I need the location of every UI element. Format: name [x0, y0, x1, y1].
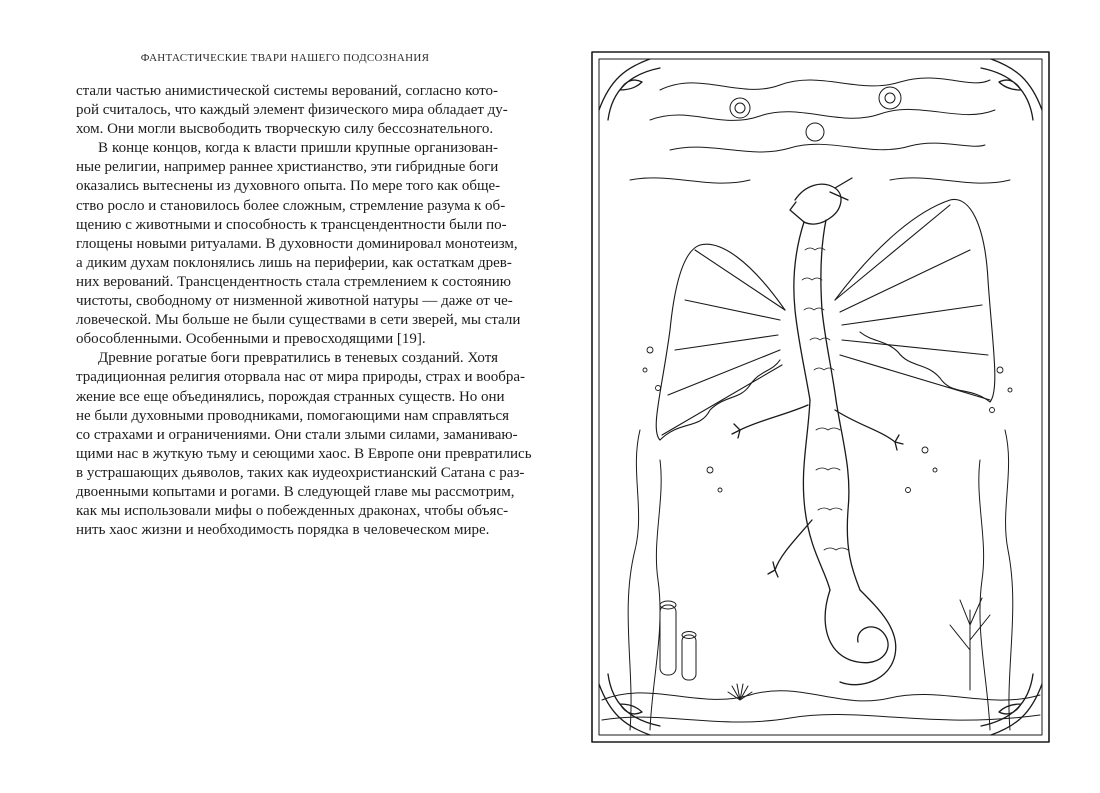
- dragon-body: [732, 178, 903, 685]
- text-line: оказались вытеснены из духовного опыта. По мере того как обще-: [76, 178, 501, 195]
- text-line: как мы использовали мифы о побежденных драконах, чтобы объяс-: [76, 503, 509, 520]
- right-wing: [835, 199, 995, 402]
- dragon-illustration: [590, 50, 1051, 744]
- swirl-clouds: [630, 78, 1010, 183]
- text-line: ловеческой. Мы больше не были существами в сети зверей, мы стали: [76, 312, 521, 329]
- text-line: них верований. Трансцендентность стала стремлением к состоянию: [76, 273, 511, 290]
- text-line: Древние рогатые боги превратились в теневых созданий. Хотя: [98, 350, 498, 367]
- text-line: двоенными копытами и рогами. В следующей главе мы рассмотрим,: [76, 483, 515, 500]
- text-line: глощены новыми ритуалами. В духовности доминировал монотеизм,: [76, 235, 518, 252]
- text-line: хом. Они могли высвободить творческую силу бессознательного.: [76, 121, 494, 138]
- text-line: ные религии, например раннее христианство, эти гибридные боги: [76, 159, 499, 176]
- text-line: чистоты, свободному от низменной животной натуры — даже от че-: [76, 293, 513, 310]
- text-line: рой считалось, что каждый элемент физического мира обладает ду-: [76, 102, 508, 119]
- text-line: нить хаос жизни и необходимость порядка в человеческом мире.: [76, 522, 490, 539]
- right-page: [550, 0, 1100, 793]
- text-line: стали частью анимистической системы верований, согласно кото-: [76, 83, 498, 99]
- body-text: [76, 82, 532, 540]
- left-wing: [656, 244, 785, 440]
- text-line: ство росло и становилось более сложным, стремление разума к об-: [76, 197, 506, 214]
- text-line: щими нас в жуткую тьму и сеющими хаос. В Европе они превратились: [76, 445, 532, 462]
- bubbles: [643, 347, 1012, 493]
- text-line: не были духовными проводниками, помогающими нам справляться: [76, 407, 510, 424]
- running-head: ФАНТАСТИЧЕСКИЕ ТВАРИ НАШЕГО ПОДСОЗНАНИЯ: [140, 52, 430, 64]
- text-line: жение все еще объединялись, порождая странных существ. Но они: [76, 388, 505, 405]
- text-line: в устрашающих дьяволов, таких как иудеохристианский Сатана с раз-: [76, 464, 525, 481]
- text-line: обособленными. Особенными и превосходящими [19].: [76, 331, 426, 348]
- text-line: В конце концов, когда к власти пришли крупные организован-: [98, 140, 498, 157]
- text-line: традиционная религия оторвала нас от мира природы, страх и вообра-: [76, 369, 526, 386]
- text-line: щению с животными и способность к трансцендентности были по-: [76, 216, 507, 233]
- seaweed-coral: [602, 430, 1040, 730]
- text-line: а диким духам поклонялись лишь на периферии, как остаткам древ-: [76, 254, 512, 271]
- text-line: со страхами и ограничениями. Они стали злыми силами, заманиваю-: [76, 426, 518, 443]
